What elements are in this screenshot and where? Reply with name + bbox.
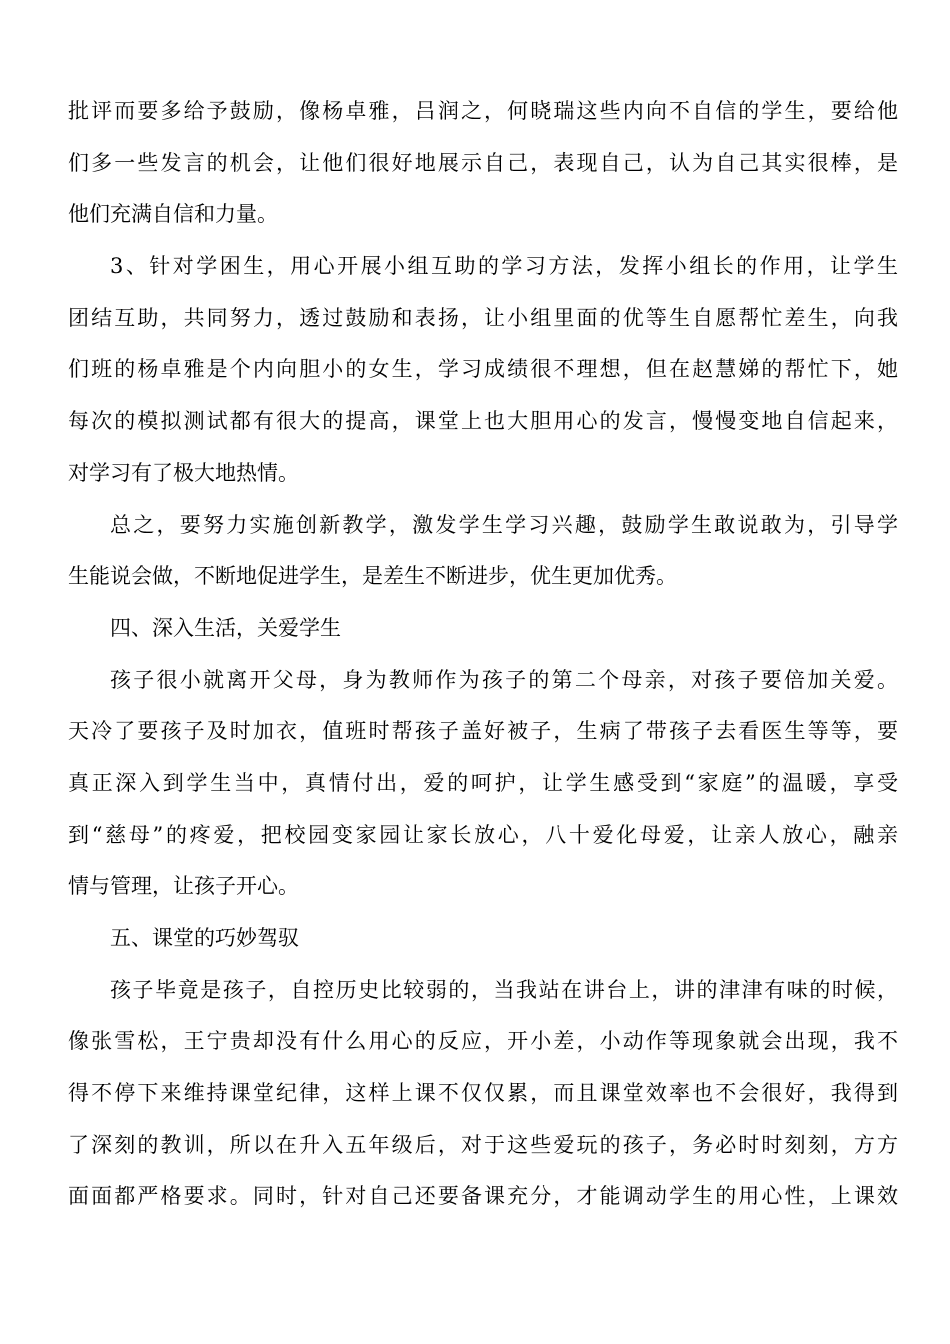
text-line: 面面都严格要求。同时，针对自己还要备课充分，才能调动学生的用心性，上课效	[68, 1184, 898, 1209]
text-line: 生能说会做，不断地促进学生，是差生不断进步，优生更加优秀。	[68, 564, 677, 589]
text-line: 对学习有了极大地热情。	[68, 460, 299, 485]
text-line: 四、深入生活，关爱学生	[110, 615, 341, 640]
text-line: 像张雪松，王宁贵却没有什么用心的反应，开小差，小动作等现象就会出现，我不	[68, 1029, 898, 1054]
text-line: 们多一些发言的机会，让他们很好地展示自己，表现自己，认为自己其实很棒，是	[68, 150, 898, 175]
text-line: 们班的杨卓雅是个内向胆小的女生，学习成绩很不理想，但在赵慧娣的帮忙下，她	[68, 357, 898, 382]
text-line: 团结互助，共同努力，透过鼓励和表扬，让小组里面的优等生自愿帮忙差生，向我	[68, 305, 898, 330]
body-text	[68, 86, 898, 1223]
text-line: 孩子毕竟是孩子，自控历史比较弱的，当我站在讲台上，讲的津津有味的时候，	[110, 977, 898, 1002]
text-line: 了深刻的教训，所以在升入五年级后，对于这些爱玩的孩子，务必时时刻刻，方方	[68, 1132, 898, 1157]
text-line: 每次的模拟测试都有很大的提高，课堂上也大胆用心的发言，慢慢变地自信起来，	[68, 409, 898, 434]
text-line: 真正深入到学生当中，真情付出，爱的呵护，让学生感受到“家庭”的温暖，享受	[68, 770, 898, 795]
text-line: 五、课堂的巧妙驾驭	[110, 926, 299, 950]
text-line: 批评而要多给予鼓励，像杨卓雅，吕润之，何晓瑞这些内向不自信的学生，要给他	[68, 99, 898, 123]
text-line: 3、针对学困生，用心开展小组互助的学习方法，发挥小组长的作用，让学生	[110, 254, 898, 279]
text-line: 他们充满自信和力量。	[68, 202, 278, 227]
text-line: 到“慈母”的疼爱，把校园变家园让家长放心，八十爱化母爱，让亲人放心，融亲	[68, 822, 898, 847]
text-line: 总之，要努力实施创新教学，激发学生学习兴趣，鼓励学生敢说敢为，引导学	[110, 512, 898, 537]
text-line: 孩子很小就离开父母，身为教师作为孩子的第二个母亲，对孩子要倍加关爱。	[110, 667, 898, 692]
text-line: 天冷了要孩子及时加衣，值班时帮孩子盖好被子，生病了带孩子去看医生等等，要	[68, 719, 898, 744]
text-line: 情与管理，让孩子开心。	[68, 874, 299, 899]
text-line: 得不停下来维持课堂纪律，这样上课不仅仅累，而且课堂效率也不会很好，我得到	[68, 1081, 898, 1106]
